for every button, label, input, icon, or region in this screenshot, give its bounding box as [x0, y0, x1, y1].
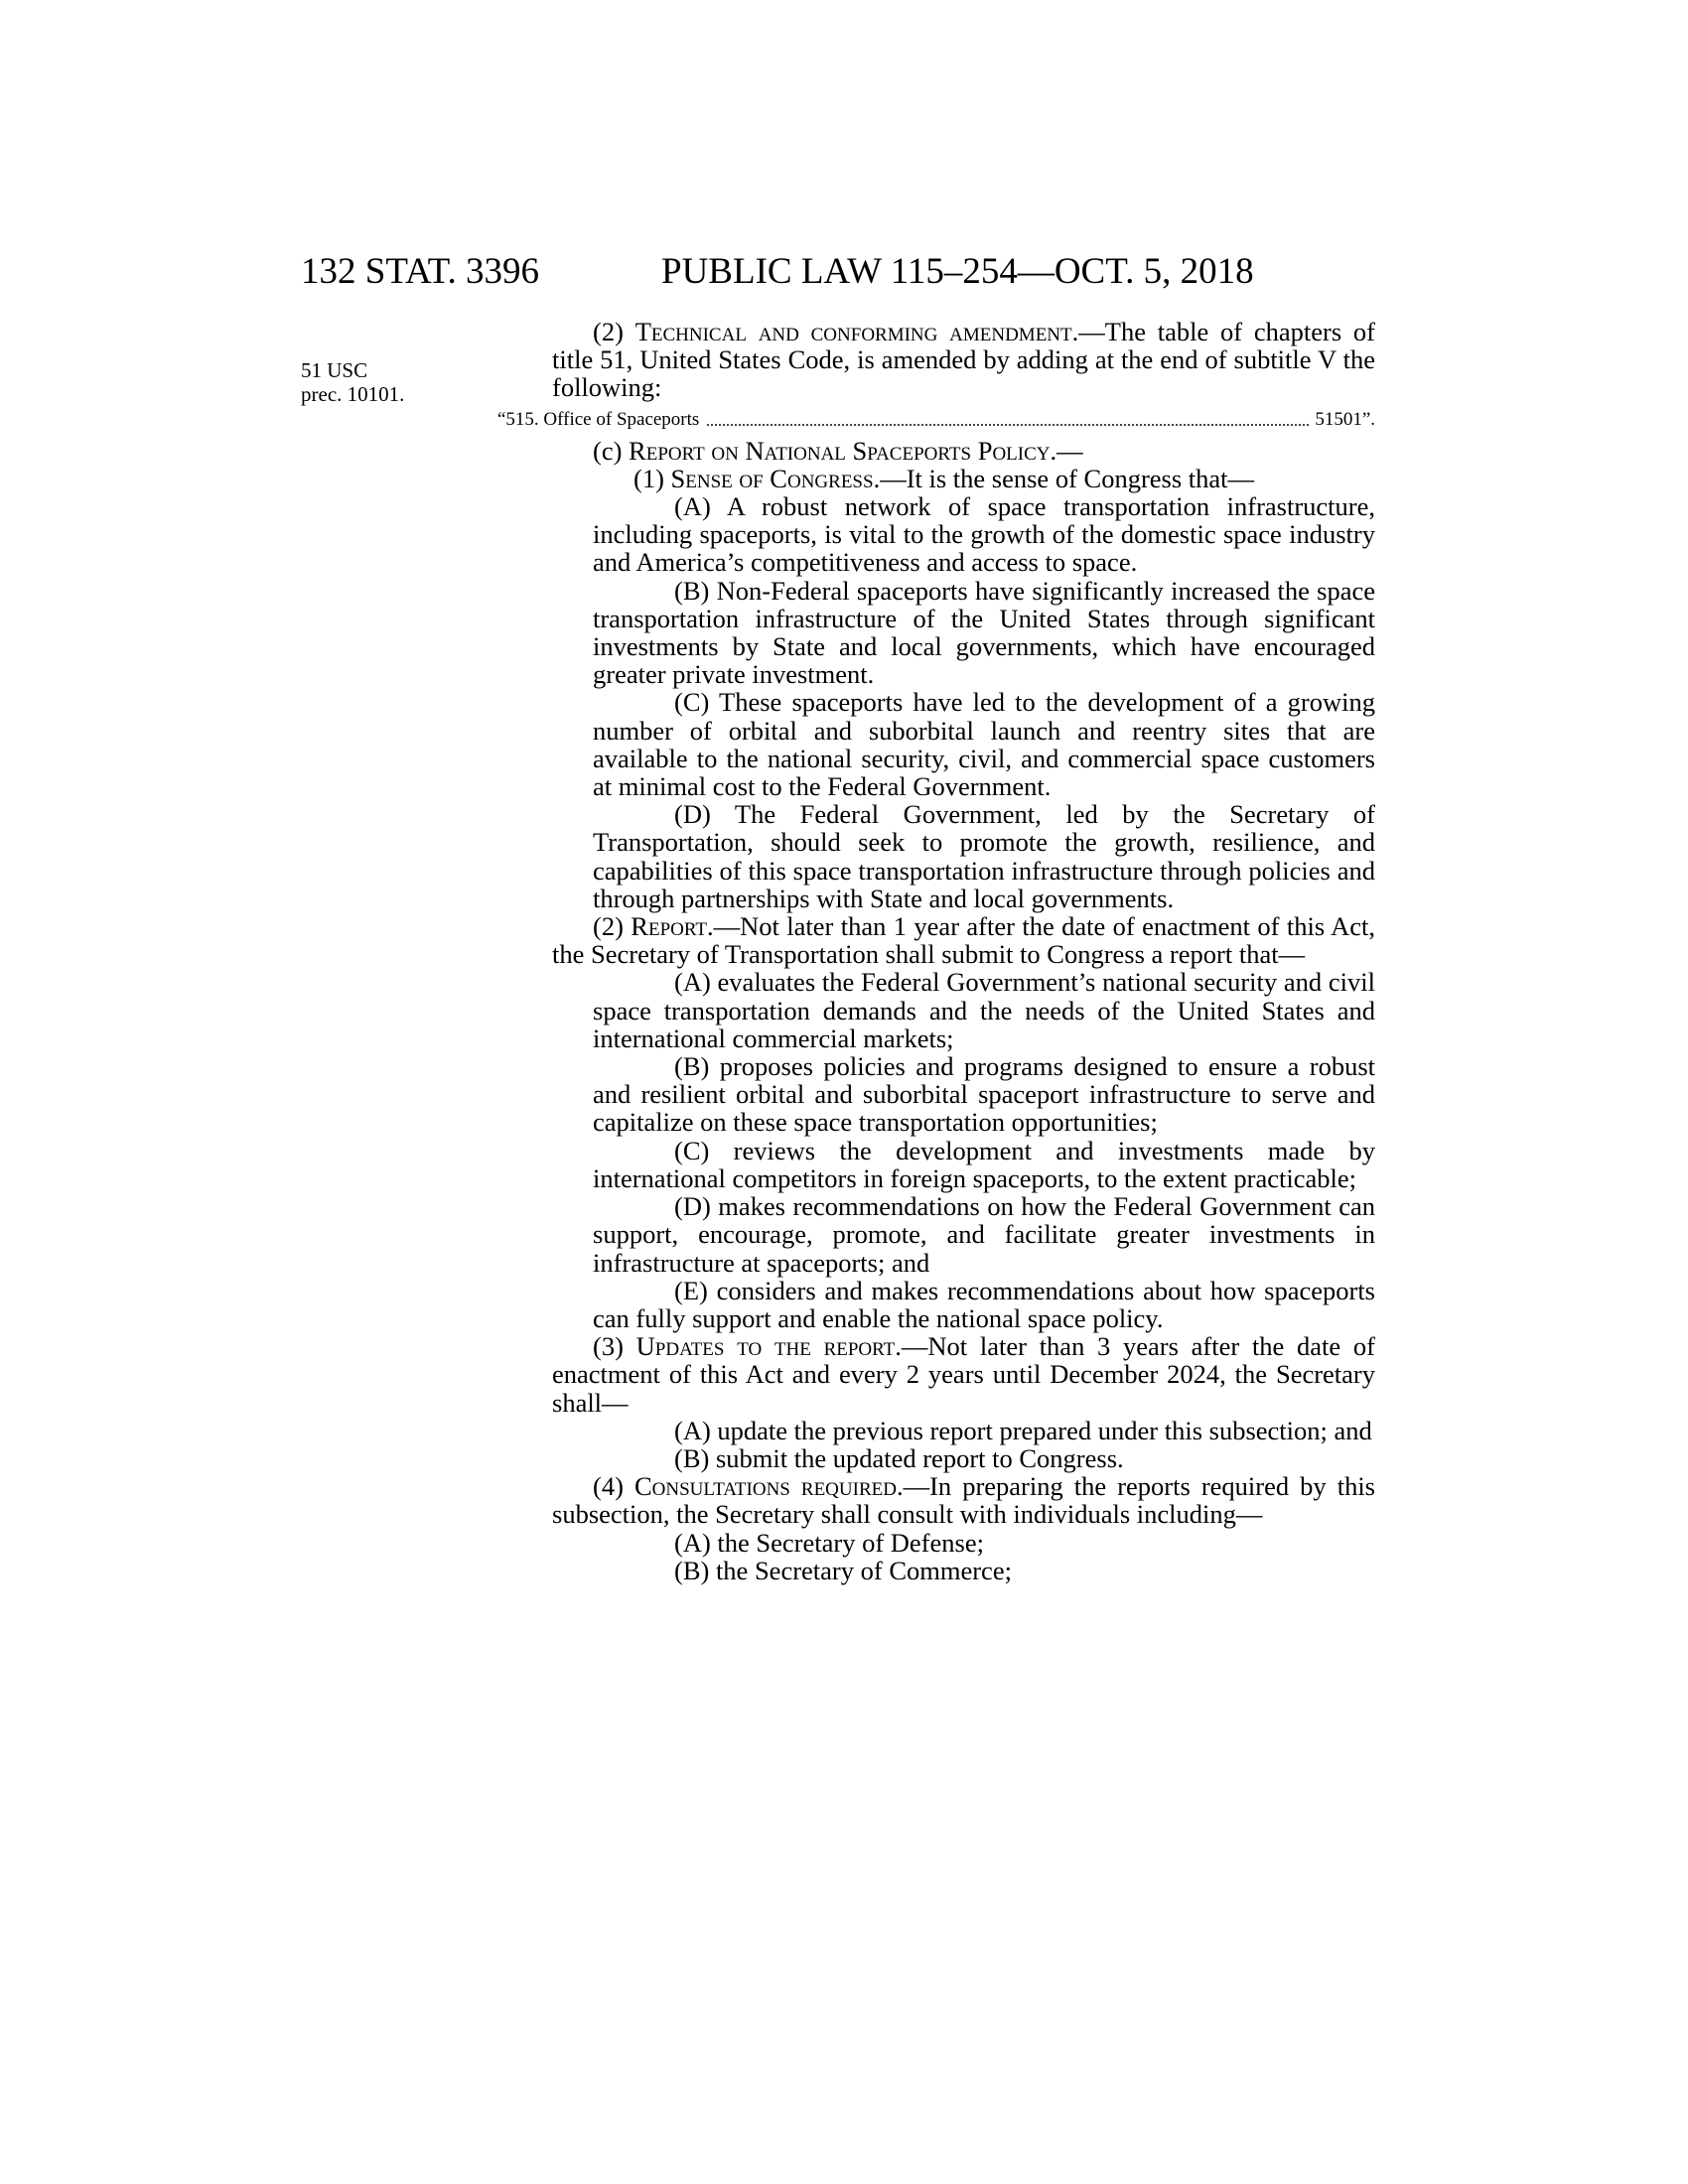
paragraph-c2-report: (2) Report.—Not later than 1 year after the date of enactment of this Act, the Secretary of Transportation shall submit to Congress a report that— — [552, 911, 1375, 970]
clause-c1-b: (B) Non-Federal spaceports have significantly increased the space transportation infrastructure of the United States through significant investments by State and local governments, which have encouraged greater private investment. — [593, 575, 1375, 690]
page-stat-number: 132 STAT. 3396 — [301, 251, 539, 292]
clause-c2-b: (B) proposes policies and programs designed to ensure a robust and resilient orbital and suborbital spaceport infrastructure to serve and capitalize on these space transportation opportunities; — [593, 1051, 1375, 1138]
clause-c1-d: (D) The Federal Government, led by the Secretary of Transportation, should seek to promote the growth, resilience, and capabilities of this space transportation infrastructure through policies and through partnerships with State and local governments. — [593, 799, 1375, 913]
clause-c2-a: (A) evaluates the Federal Government’s national security and civil space transportation demands and the needs of the United States and international commercial markets; — [593, 967, 1375, 1053]
paragraph-c1-sense-of-congress: (1) Sense of Congress.—It is the sense of Congress that— — [633, 463, 1255, 493]
paragraph-c4-consultations: (4) Consultations required.—In preparing the reports required by this subsection, the Secretary shall consult with individuals including— — [552, 1471, 1375, 1530]
margin-note-line-1: 51 USC — [301, 358, 368, 382]
paragraph-c3-updates: (3) Updates to the report.—Not later than 3 years after the date of enactment of this Act and every 2 years until December 2024, the Secretary shall— — [552, 1331, 1375, 1418]
clause-c2-e: (E) considers and makes recommendations about how spaceports can fully support and enable the national space policy. — [593, 1275, 1375, 1333]
subsection-c-heading: (c) Report on National Spaceports Policy.— — [593, 435, 1083, 466]
clause-c2-c: (C) reviews the development and investments made by international competitors in foreign spaceports, to the extent practicable; — [593, 1135, 1375, 1193]
clause-c3-a: (A) update the previous report prepared under this subsection; and — [674, 1415, 1372, 1445]
margin-note-line-2: prec. 10101. — [301, 382, 405, 406]
paragraph-2-technical-amendment: (2) Technical and conforming amendment.—The table of chapters of title 51, United States Code, is amended by adding at the end of subtitle V the following: — [552, 317, 1375, 403]
clause-c4-a: (A) the Secretary of Defense; — [674, 1527, 984, 1558]
toc-entry — [497, 404, 1375, 436]
clause-c1-a: (A) A robust network of space transportation infrastructure, including spaceports, is vital to the growth of the domestic space industry and America’s competitiveness and access to space. — [593, 491, 1375, 578]
clause-c2-d: (D) makes recommendations on how the Federal Government can support, encourage, promote, and facilitate greater investments in infrastructure at spaceports; and — [593, 1191, 1375, 1278]
margin-note — [301, 358, 404, 406]
clause-c4-b: (B) the Secretary of Commerce; — [674, 1555, 1012, 1585]
clause-c1-c: (C) These spaceports have led to the development of a growing number of orbital and suborbital launch and reentry sites that are available to the national security, civil, and commercial space customers at minimal cost to the Federal Government. — [593, 687, 1375, 802]
page-title: PUBLIC LAW 115–254—OCT. 5, 2018 — [661, 251, 1254, 292]
clause-c3-b: (B) submit the updated report to Congress. — [674, 1442, 1124, 1473]
toc-entry-section: 51501”. — [1311, 404, 1375, 436]
document-body — [497, 317, 1375, 1585]
toc-entry-title: “515. Office of Spaceports — [497, 404, 705, 436]
